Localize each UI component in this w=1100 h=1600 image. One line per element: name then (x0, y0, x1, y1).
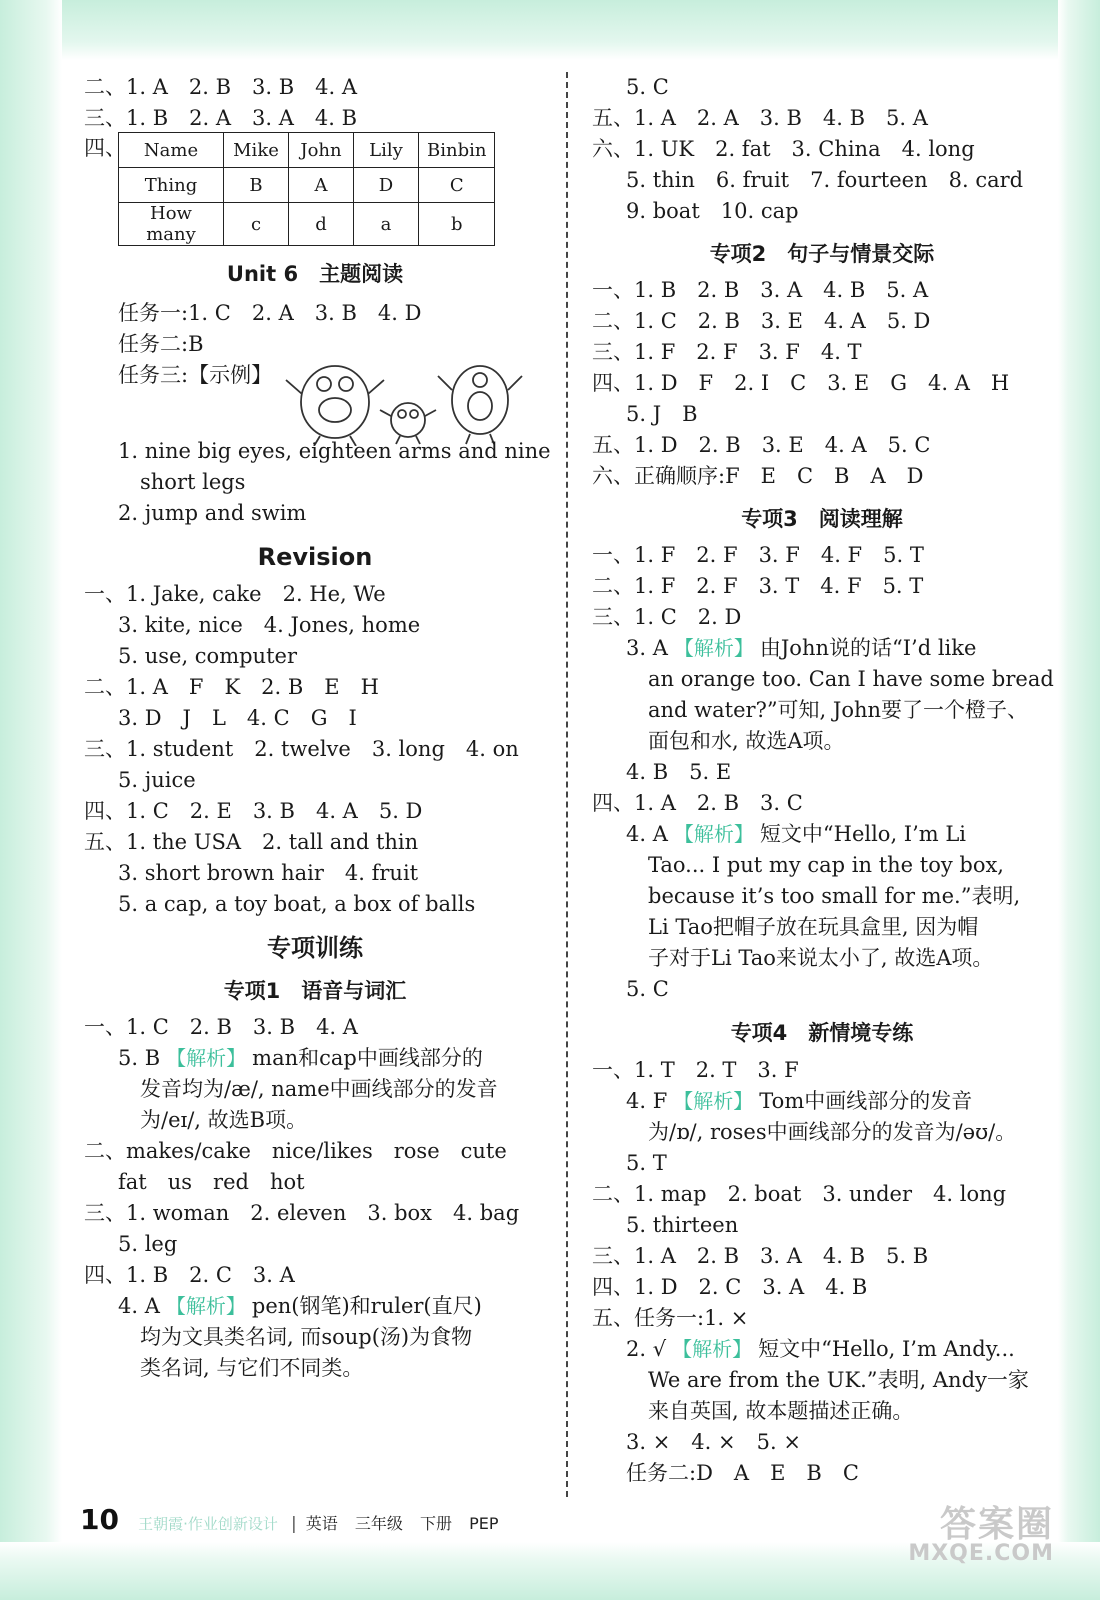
answer-line: 五、1. the USA 2. tall and thin (84, 830, 419, 854)
answer-line: 5. C (626, 977, 669, 1001)
answer-line: 三、1. B 2. A 3. A 4. B (84, 106, 358, 130)
answer-line-explained (84, 1291, 546, 1322)
answer-line: 5. thirteen (626, 1213, 739, 1237)
explanation-text: 短文中“Hello, I’m Li (759, 822, 967, 846)
answer-line-example (84, 360, 546, 436)
answer-key: 4. F (626, 1089, 668, 1113)
answer-line: 四、1. A 2. B 3. C (592, 791, 803, 815)
explanation-tag: 【解析】 (673, 1089, 754, 1113)
table-row (119, 203, 495, 246)
answer-line-explained (84, 1043, 546, 1074)
table-cell: John (289, 133, 354, 168)
answer-line: 三、1. C 2. D (592, 605, 742, 629)
answer-line: 任务二:B (118, 332, 204, 356)
answer-line: 一、1. T 2. T 3. F (592, 1058, 799, 1082)
explanation-tag: 【解析】 (166, 1046, 247, 1070)
table-cell: a (354, 203, 419, 246)
footer-grade: 三年级 (354, 1514, 403, 1533)
monster-illustration-icon (280, 354, 530, 446)
page-number: 10 (80, 1503, 119, 1536)
answer-line: 三、1. A 2. B 3. A 4. B 5. B (592, 1244, 929, 1268)
table-cell: Lily (354, 133, 419, 168)
table-cell: d (289, 203, 354, 246)
explanation-text: Tom中画线部分的发音 (759, 1089, 973, 1113)
answer-line: 类名词, 与它们不同类。 (140, 1356, 364, 1380)
answer-line-explained (592, 633, 1052, 664)
table-cell: How many (119, 203, 224, 246)
table-cell: Thing (119, 168, 224, 203)
answer-line: 5. leg (118, 1232, 178, 1256)
explanation-text: pen(钢笔)和ruler(直尺) (251, 1294, 482, 1318)
footer-subject: 英语 (305, 1514, 338, 1533)
answer-line: 二、1. A F K 2. B E H (84, 675, 379, 699)
explanation-tag: 【解析】 (673, 822, 754, 846)
answer-line: 3. kite, nice 4. Jones, home (118, 613, 421, 637)
answer-line: 5. a cap, a toy boat, a box of balls (118, 892, 476, 916)
table-cell: Mike (224, 133, 289, 168)
table-cell: Binbin (419, 133, 495, 168)
answer-table (118, 132, 495, 246)
table-cell: D (354, 168, 419, 203)
answer-line: 发音均为/æ/, name中画线部分的发音 (140, 1077, 498, 1101)
answer-line: 二、1. map 2. boat 3. under 4. long (592, 1182, 1007, 1206)
explanation-text: 由John说的话“I’d like (759, 636, 977, 660)
answer-line: 1. nine big eyes, eighteen arms and nine (118, 439, 551, 463)
answer-line: 5. juice (118, 768, 196, 792)
answer-line: and water?”可知, John要了一个橙子、 (648, 698, 1029, 722)
table-row (119, 168, 495, 203)
answer-line: 5. C (626, 75, 669, 99)
series-title: 王朝霞·作业创新设计 (138, 1515, 278, 1533)
explanation-tag: 【解析】 (165, 1294, 246, 1318)
answer-line: 来自英国, 故本题描述正确。 (648, 1399, 914, 1423)
footer-edition: PEP (469, 1514, 499, 1533)
table-cell: c (224, 203, 289, 246)
answer-line: 5. J B (626, 402, 698, 426)
answer-line: 为/ɒ/, roses中画线部分的发音为/əʊ/。 (648, 1120, 1017, 1144)
answer-line: because it’s too small for me.”表明, (648, 884, 1021, 908)
answer-key: 4. A (118, 1294, 160, 1318)
footer-separator: | (290, 1514, 297, 1534)
answer-line: 2. jump and swim (118, 501, 307, 525)
answer-key: 5. B (118, 1046, 161, 1070)
answer-line: 三、1. F 2. F 3. F 4. T (592, 340, 862, 364)
answer-line-explained (592, 819, 1052, 850)
answer-line: 子对于Li Tao来说太小了, 故选A项。 (648, 946, 994, 970)
answer-line: Tao... I put my cap in the toy box, (648, 853, 1004, 877)
table-row (119, 133, 495, 168)
table-cell: B (224, 168, 289, 203)
explanation-text: 短文中“Hello, I’m Andy... (758, 1337, 1015, 1361)
section-title-special-3: 专项3 阅读理解 (741, 507, 903, 531)
answer-line: 任务二:D A E B C (626, 1461, 859, 1485)
section-title-special-1: 专项1 语音与词汇 (223, 979, 407, 1003)
answer-key: 4. A (626, 822, 668, 846)
answer-line: 四、1. C 2. E 3. B 4. A 5. D (84, 799, 423, 823)
section-title-special-4: 专项4 新情境专练 (730, 1021, 914, 1045)
watermark-logo (908, 1496, 1054, 1566)
answer-line: 二、1. C 2. B 3. E 4. A 5. D (592, 309, 931, 333)
answer-line: 4. B 5. E (626, 760, 732, 784)
table-cell: C (419, 168, 495, 203)
watermark-text: 答案圈 (939, 1504, 1054, 1545)
page-frame-left (0, 0, 62, 1600)
answer-line: fat us red hot (118, 1170, 305, 1194)
answer-line: 3. × 4. × 5. × (626, 1430, 801, 1454)
answer-line: 四、1. D F 2. I C 3. E G 4. A H (592, 371, 1010, 395)
answer-line: 二、makes/cake nice/likes rose cute (84, 1139, 507, 1163)
page-frame-right (1058, 0, 1100, 1600)
explanation-text: man和cap中画线部分的 (252, 1046, 483, 1070)
answer-line: 二、1. F 2. F 3. T 4. F 5. T (592, 574, 924, 598)
answer-line: 五、1. D 2. B 3. E 4. A 5. C (592, 433, 931, 457)
table-cell: Name (119, 133, 224, 168)
answer-line: 一、1. C 2. B 3. B 4. A (84, 1015, 358, 1039)
watermark-url: MXQE.COM (908, 1541, 1054, 1566)
answer-line: short legs (140, 470, 246, 494)
answer-line: 9. boat 10. cap (626, 199, 799, 223)
answer-line: 3. short brown hair 4. fruit (118, 861, 419, 885)
answer-line: 四、1. B 2. C 3. A (84, 1263, 295, 1287)
answer-line: 任务一:1. C 2. A 3. B 4. D (118, 301, 422, 325)
answer-line: 三、1. student 2. twelve 3. long 4. on (84, 737, 519, 761)
answer-line: 为/eɪ/, 故选B项。 (140, 1108, 308, 1132)
answer-line: 一、1. B 2. B 3. A 4. B 5. A (592, 278, 929, 302)
section-title-unit6: Unit 6 主题阅读 (226, 262, 404, 286)
answer-key: 3. A (626, 636, 668, 660)
section-title-special-2: 专项2 句子与情景交际 (709, 242, 935, 266)
answer-line: 5. T (626, 1151, 667, 1175)
answer-line: 五、任务一:1. × (592, 1306, 749, 1330)
answer-line: 五、1. A 2. A 3. B 4. B 5. A (592, 106, 928, 130)
left-column (84, 72, 551, 1384)
answer-line: Li Tao把帽子放在玩具盒里, 因为帽 (648, 915, 979, 939)
section-title-special: 专项训练 (267, 934, 363, 962)
answer-line: We are from the UK.”表明, Andy一家 (648, 1368, 1029, 1392)
answer-line: 二、1. A 2. B 3. B 4. A (84, 75, 358, 99)
answer-line: 面包和水, 故选A项。 (648, 729, 845, 753)
answer-line: 一、1. F 2. F 3. F 4. F 5. T (592, 543, 924, 567)
page-frame-top (0, 0, 1100, 60)
answer-line: 六、1. UK 2. fat 3. China 4. long (592, 137, 975, 161)
answer-line: 四、1. D 2. C 3. A 4. B (592, 1275, 868, 1299)
example-label: 任务三:【示例】 (118, 363, 273, 387)
answer-table-block (84, 132, 546, 250)
answer-line: 均为文具类名词, 而soup(汤)为食物 (140, 1325, 473, 1349)
answer-line: 3. D J L 4. C G I (118, 706, 357, 730)
table-cell: A (289, 168, 354, 203)
answer-line: 5. use, computer (118, 644, 297, 668)
answer-line: 5. thin 6. fruit 7. fourteen 8. card (626, 168, 1024, 192)
explanation-tag: 【解析】 (672, 1337, 753, 1361)
right-column (592, 72, 1052, 1489)
answer-line: 六、正确顺序:F E C B A D (592, 464, 924, 488)
table-number: 四、 (84, 136, 126, 160)
answer-line: 一、1. Jake, cake 2. He, We (84, 582, 386, 606)
answer-line-explained (592, 1334, 1052, 1365)
column-divider (566, 72, 568, 1497)
answer-key: 2. √ (626, 1337, 667, 1361)
page-footer (80, 1502, 511, 1538)
explanation-tag: 【解析】 (673, 636, 754, 660)
answer-line: an orange too. Can I have some bread (648, 667, 1054, 691)
footer-volume: 下册 (419, 1514, 452, 1533)
section-title-revision: Revision (257, 543, 373, 571)
table-cell: b (419, 203, 495, 246)
answer-line-explained (592, 1086, 1052, 1117)
answer-line: 三、1. woman 2. eleven 3. box 4. bag (84, 1201, 520, 1225)
